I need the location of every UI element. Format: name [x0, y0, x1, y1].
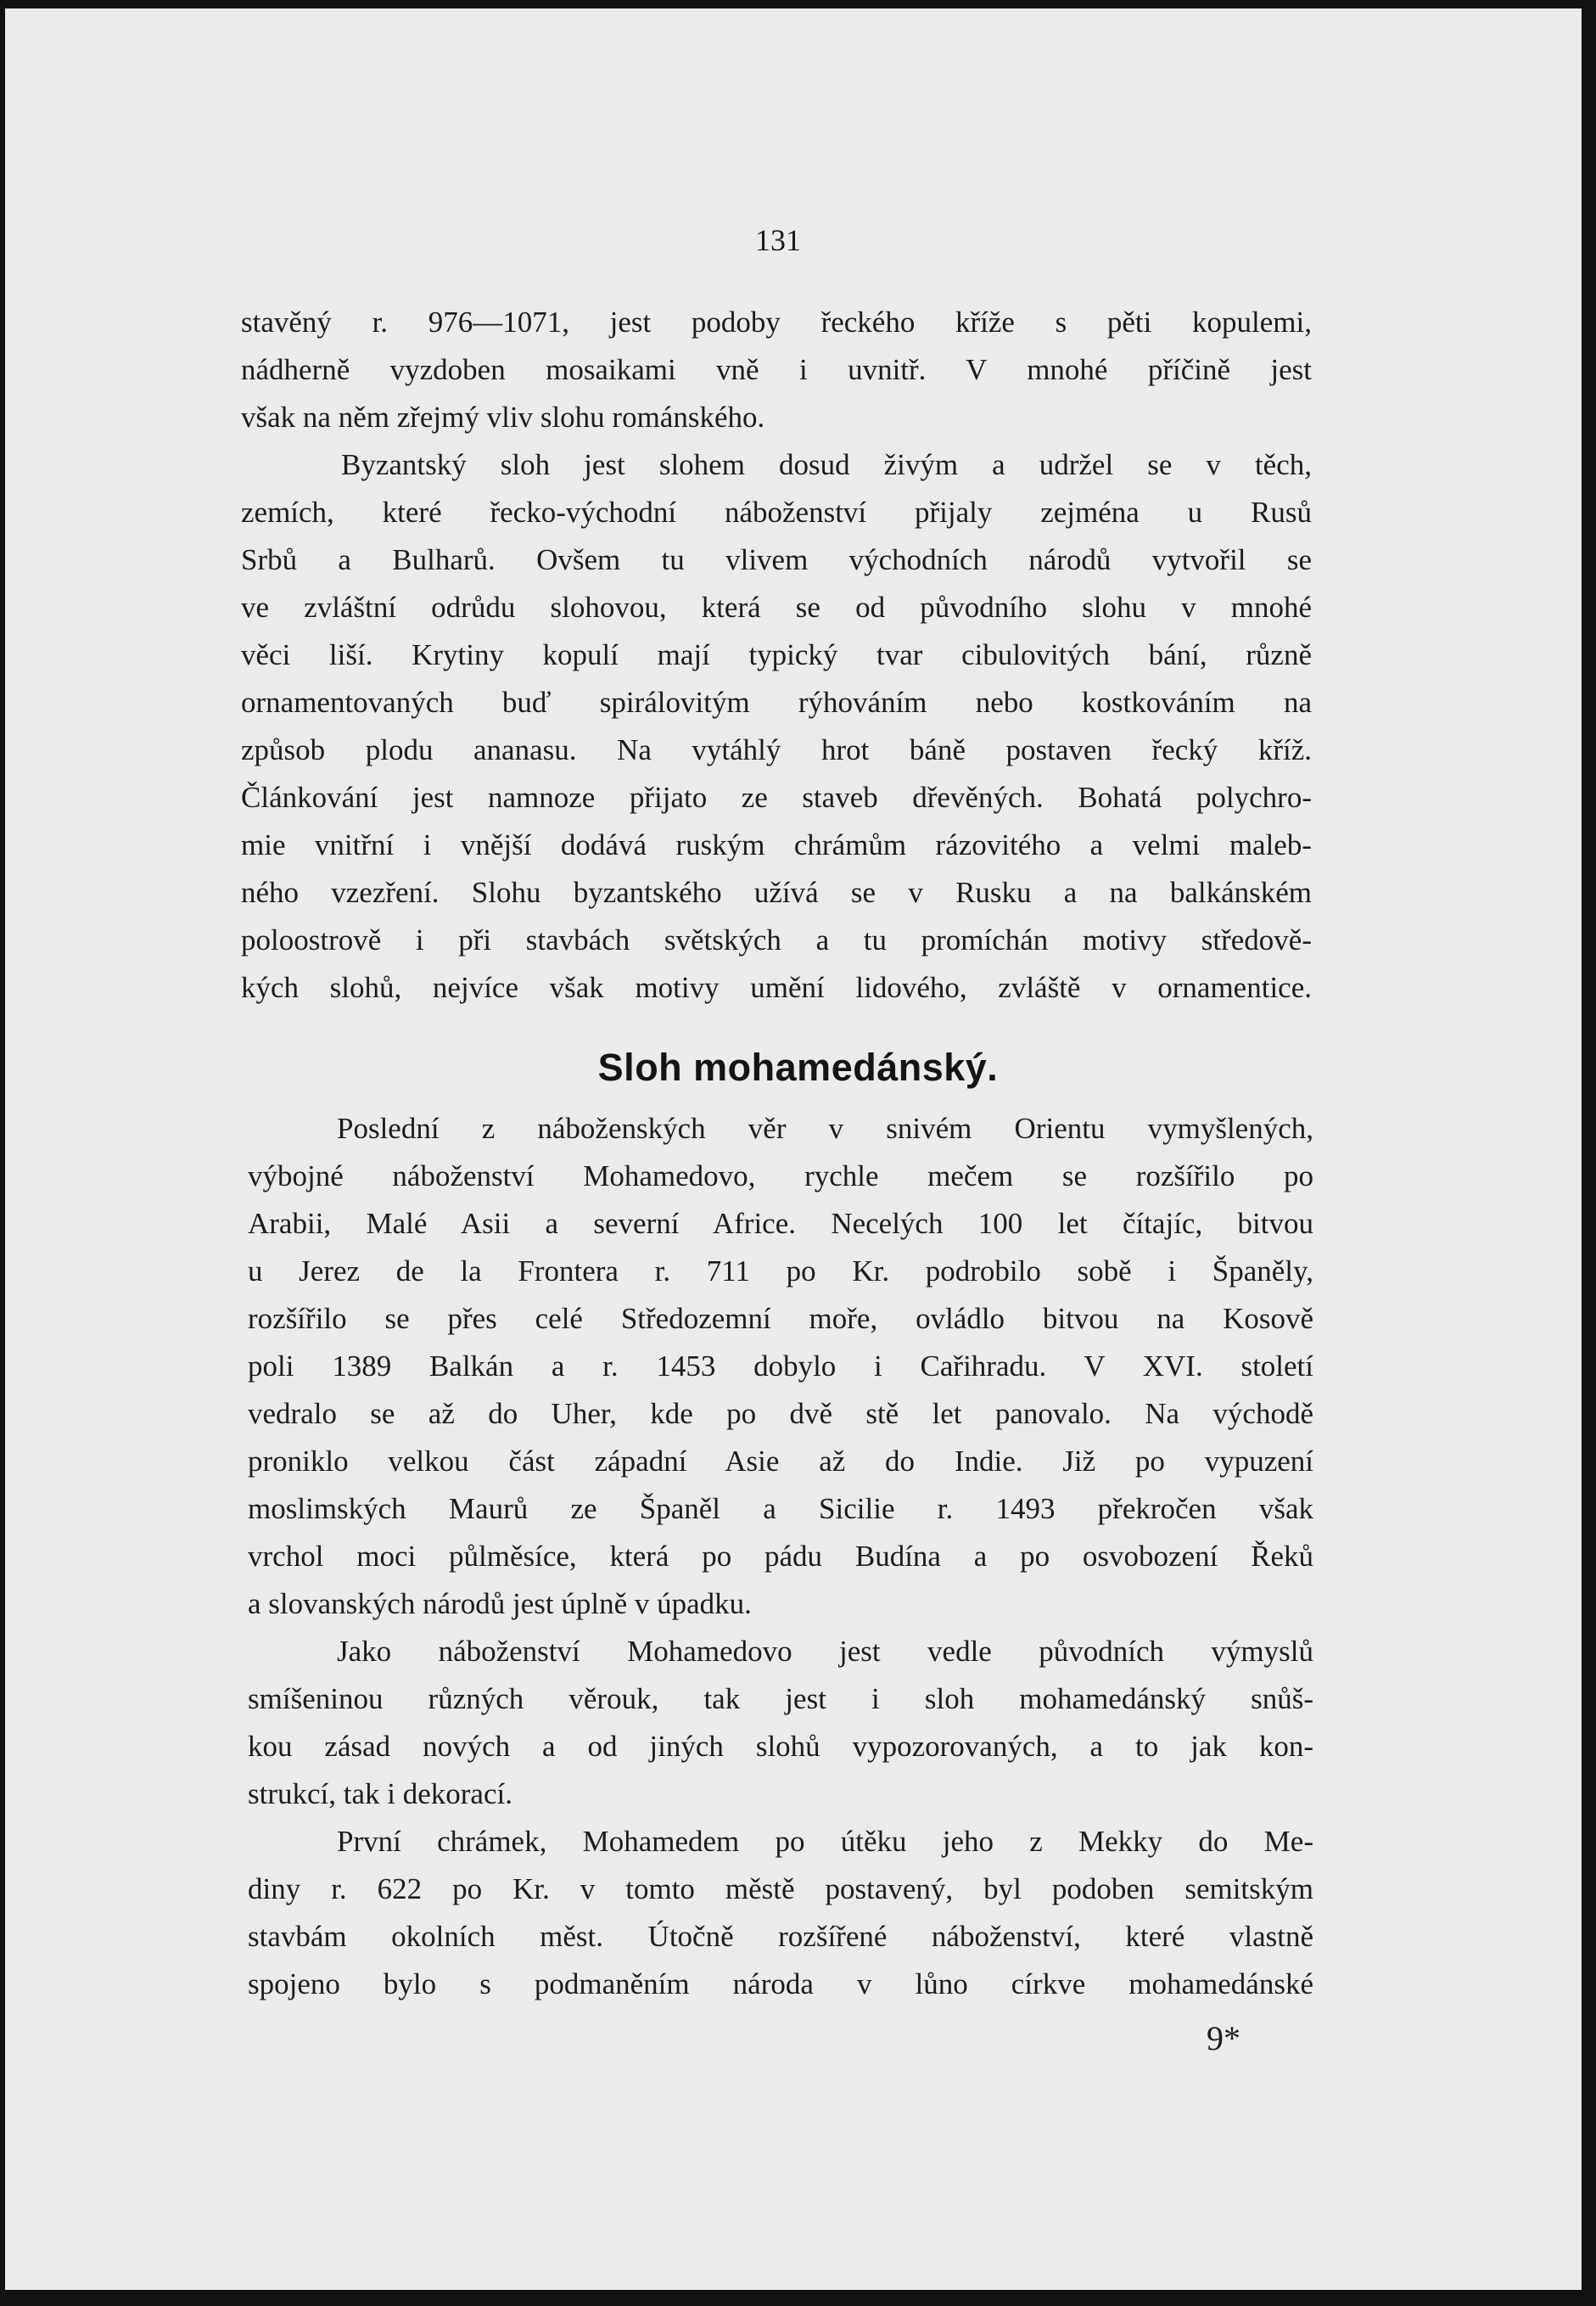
text-line: poli 1389 Balkán a r. 1453 dobylo i Cařihradu. V XVI. století — [248, 1349, 1313, 1383]
text-line: způsob plodu ananasu. Na vytáhlý hrot báně postaven řecký kříž. — [241, 733, 1312, 766]
text-line: stavbám okolních měst. Útočně rozšířené náboženství, které vlastně — [248, 1920, 1313, 1953]
text-line: u Jerez de la Frontera r. 711 po Kr. podrobilo sobě i Španěly, — [248, 1254, 1313, 1288]
text-line: Článkování jest namnoze přijato ze staveb dřevěných. Bohatá polychro- — [241, 781, 1312, 814]
text-line: Arabii, Malé Asii a severní Africe. Necelých 100 let čítajíc, bitvou — [248, 1207, 1313, 1240]
text-line: a slovanských národů jest úplně v úpadku. — [248, 1587, 752, 1620]
text-line: spojeno bylo s podmaněním národa v lůno církve mohamedánské — [248, 1967, 1313, 2000]
text-line: mie vnitřní i vnější dodává ruským chrámům rázovitého a velmi maleb- — [241, 828, 1312, 861]
text-line: Srbů a Bulharů. Ovšem tu vlivem východních národů vytvořil se — [241, 543, 1312, 576]
paragraph-block-byzantine — [241, 299, 1312, 1012]
paragraph-block-mohammedan — [248, 1105, 1313, 2008]
text-line: vedralo se až do Uher, kde po dvě stě let panovalo. Na východě — [248, 1397, 1313, 1430]
text-line: ného vzezření. Slohu byzantského užívá se v Rusku a na balkánském — [241, 876, 1312, 909]
text-line: Jako náboženství Mohamedovo jest vedle původních výmyslů — [337, 1635, 1313, 1668]
page-number: 131 — [755, 223, 801, 257]
text-line: ve zvláštní odrůdu slohovou, která se od původního slohu v mnohé — [241, 591, 1312, 624]
text-line: diny r. 622 po Kr. v tomto městě postavený, byl podoben semitským — [248, 1872, 1313, 1905]
text-line: výbojné náboženství Mohamedovo, rychle mečem se rozšířilo po — [248, 1159, 1313, 1192]
signature-mark: 9* — [1207, 2019, 1240, 2057]
text-line: poloostrově i při stavbách světských a tu promíchán motivy středově- — [241, 923, 1312, 957]
text-line: smíšeninou různých věrouk, tak jest i sloh mohamedánský snůš- — [248, 1682, 1313, 1715]
text-line: Poslední z náboženských věr v snivém Orientu vymyšlených, — [337, 1112, 1313, 1145]
text-line: kou zásad nových a od jiných slohů vypozorovaných, a to jak kon- — [248, 1730, 1313, 1763]
text-line: však na něm zřejmý vliv slohu románského. — [241, 401, 765, 434]
text-line: rozšířilo se přes celé Středozemní moře, ovládlo bitvou na Kosově — [248, 1302, 1313, 1335]
text-line: vrchol moci půlměsíce, která po pádu Budína a po osvobození Řeků — [248, 1540, 1313, 1573]
text-line: ornamentovaných buď spirálovitým rýhováním nebo kostkováním na — [241, 686, 1312, 719]
text-line: věci liší. Krytiny kopulí mají typický tvar cibulovitých bání, různě — [241, 638, 1312, 671]
text-line: moslimských Maurů ze Španěl a Sicilie r. 1493 překročen však — [248, 1492, 1313, 1525]
text-line: zemích, které řecko-východní náboženství přijaly zejména u Rusů — [241, 496, 1312, 529]
text-line: stavěný r. 976—1071, jest podoby řeckého kříže s pěti kopulemi, — [241, 306, 1312, 339]
section-heading: Sloh mohamedánský. — [597, 1046, 999, 1089]
text-line: První chrámek, Mohamedem po útěku jeho z Mekky do Me- — [337, 1825, 1313, 1858]
text-line: Byzantský sloh jest slohem dosud živým a udržel se v těch, — [341, 448, 1312, 481]
text-line: proniklo velkou část západní Asie až do Indie. Již po vypuzení — [248, 1445, 1313, 1478]
text-line: kých slohů, nejvíce však motivy umění lidového, zvláště v ornamentice. — [241, 971, 1312, 1004]
text-line: strukcí, tak i dekorací. — [248, 1777, 512, 1810]
text-line: nádherně vyzdoben mosaikami vně i uvnitř. V mnohé příčině jest — [241, 353, 1312, 386]
